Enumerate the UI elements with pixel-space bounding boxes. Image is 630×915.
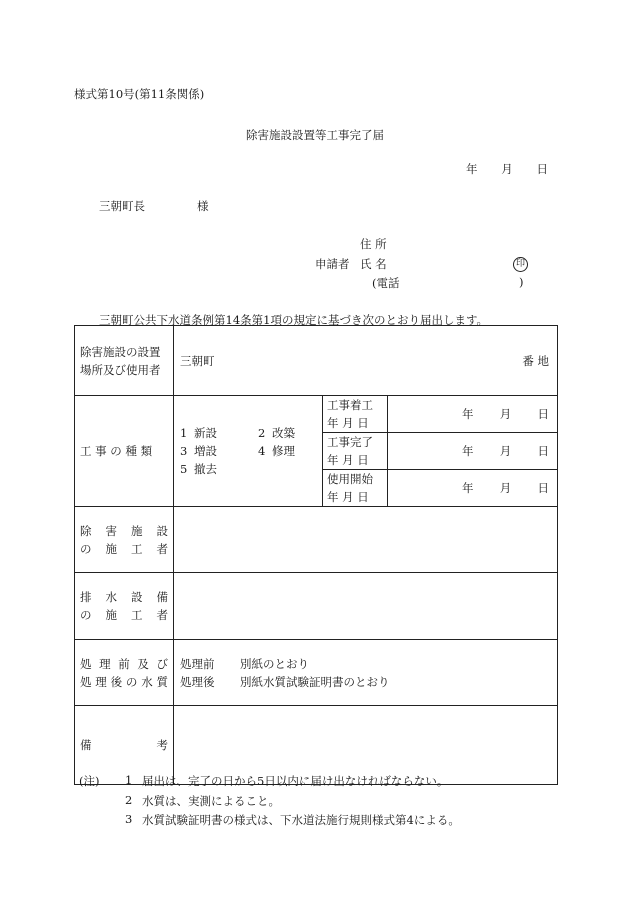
address-label: 住 所	[360, 237, 387, 251]
start-date-label-1: 工事着工	[327, 398, 373, 412]
label-char: 設	[131, 590, 143, 604]
submission-date	[466, 161, 548, 177]
use-start-date-label-2: 年 月 日	[327, 490, 369, 504]
day-unit: 日	[537, 481, 550, 495]
location-label-line-2: 場所及び使用者	[80, 362, 161, 377]
water-quality-row	[75, 640, 558, 706]
note-num-2: 2	[125, 793, 133, 807]
applicant-role-label: 申請者	[315, 257, 350, 271]
work-type-new: 新設	[194, 426, 217, 440]
label-char: 工	[131, 541, 143, 556]
month-unit: 月	[499, 481, 512, 495]
label-char: の	[80, 541, 92, 556]
use-start-date-label-1: 使用開始	[327, 472, 373, 486]
note-text-1: 届出は、完了の日から5日以内に届け出なければならない。	[142, 774, 449, 788]
after-treatment-label: 処理後	[180, 674, 215, 689]
before-treatment-value: 別紙のとおり	[240, 656, 309, 671]
work-type-rebuild: 改築	[272, 426, 295, 440]
drainage-row	[75, 573, 558, 640]
label-char: 備	[156, 590, 168, 604]
label-char: 質	[156, 674, 168, 689]
name-label: 氏 名	[360, 257, 387, 271]
work-type-num: 3	[180, 444, 188, 458]
label-char: 者	[156, 608, 168, 622]
location-value: 三朝町	[180, 353, 215, 368]
completion-date-label-1: 工事完了	[327, 435, 373, 449]
note-num-3: 3	[125, 812, 133, 826]
location-label-line-1: 除害施設の設置	[80, 344, 161, 359]
form-table	[74, 325, 558, 785]
label-char: 設	[156, 523, 168, 538]
work-type-num: 2	[258, 426, 266, 440]
contractor-value[interactable]	[174, 507, 558, 573]
drainage-label	[75, 573, 174, 640]
label-char: 水	[141, 674, 153, 689]
month-unit: 月	[501, 162, 513, 176]
work-type-label-text: 工 事 の 種 類	[80, 444, 153, 458]
drainage-value[interactable]	[174, 573, 558, 640]
label-char: の	[125, 674, 138, 689]
completion-date-label	[323, 433, 388, 470]
label-char: び	[156, 656, 168, 671]
year-unit: 年	[462, 407, 474, 421]
label-char: 処	[80, 656, 92, 671]
note-text-3: 水質試験証明書の様式は、下水道法施行規則様式第4による。	[142, 813, 460, 827]
label-char: 処	[80, 674, 92, 689]
label-char: 及	[137, 656, 149, 671]
label-char: 考	[156, 738, 168, 752]
title-text: 除害施設設置等工事完了届	[246, 128, 384, 142]
location-label	[75, 326, 174, 396]
addressee-honorific: 様	[197, 199, 209, 213]
location-value-cell[interactable]	[174, 326, 558, 396]
before-treatment-label: 処理前	[180, 656, 215, 671]
label-char: 者	[156, 541, 168, 556]
water-quality-value[interactable]	[174, 640, 558, 706]
seal-text: 印	[513, 257, 528, 272]
label-char: 除	[80, 523, 92, 538]
water-quality-label	[75, 640, 174, 706]
after-treatment-value: 別紙水質試験証明書のとおり	[240, 674, 390, 689]
start-date-label	[323, 396, 388, 433]
seal-mark	[513, 255, 528, 272]
notes-prefix: (注)	[79, 774, 100, 788]
month-unit: 月	[499, 407, 512, 421]
start-date-value[interactable]	[388, 396, 558, 433]
work-type-repair: 修理	[272, 444, 295, 458]
phone-close: )	[519, 275, 524, 289]
contractor-label	[75, 507, 174, 573]
label-char: 害	[105, 523, 117, 538]
work-type-options[interactable]	[174, 396, 323, 507]
label-char: 排	[80, 590, 92, 604]
work-type-remove: 撤去	[194, 462, 217, 476]
label-char: 施	[105, 541, 117, 556]
year-unit: 年	[462, 481, 474, 495]
day-unit: 日	[537, 444, 550, 458]
label-char: 施	[105, 608, 117, 622]
completion-date-label-2: 年 月 日	[327, 453, 369, 467]
label-char: の	[80, 608, 92, 622]
use-start-date-label	[323, 470, 388, 507]
document-title	[0, 127, 630, 143]
work-type-num: 1	[180, 426, 188, 440]
completion-date-value[interactable]	[388, 433, 558, 470]
label-char: 理	[95, 674, 107, 689]
form-number: 様式第10号(第11条関係)	[74, 87, 205, 101]
work-type-expand: 増設	[194, 444, 217, 458]
label-char: 後	[110, 674, 123, 689]
addressee-name: 三朝町長	[99, 199, 145, 213]
day-unit: 日	[536, 162, 548, 176]
use-start-date-value[interactable]	[388, 470, 558, 507]
location-row	[75, 326, 558, 396]
start-date-label-2: 年 月 日	[327, 416, 369, 430]
label-char: 理	[99, 656, 111, 671]
work-type-label	[75, 396, 174, 507]
contractor-row	[75, 507, 558, 573]
phone-label: (電話	[372, 276, 400, 290]
day-unit: 日	[537, 407, 550, 421]
year-unit: 年	[462, 444, 474, 458]
note-text-2: 水質は、実測によること。	[142, 794, 280, 808]
label-char: 工	[131, 608, 143, 622]
note-num-1: 1	[125, 773, 133, 787]
label-char: 水	[105, 590, 117, 604]
work-type-num: 4	[258, 444, 266, 458]
statement-text: 三朝町公共下水道条例第14条第1項の規定に基づき次のとおり届出します。	[99, 313, 489, 327]
year-unit: 年	[466, 162, 478, 176]
work-type-row	[75, 396, 558, 433]
work-type-num: 5	[180, 462, 188, 476]
label-char: 備	[80, 738, 92, 752]
month-unit: 月	[499, 444, 512, 458]
label-char: 施	[131, 523, 143, 538]
label-char: 前	[118, 656, 130, 671]
location-suffix: 番 地	[522, 353, 550, 368]
